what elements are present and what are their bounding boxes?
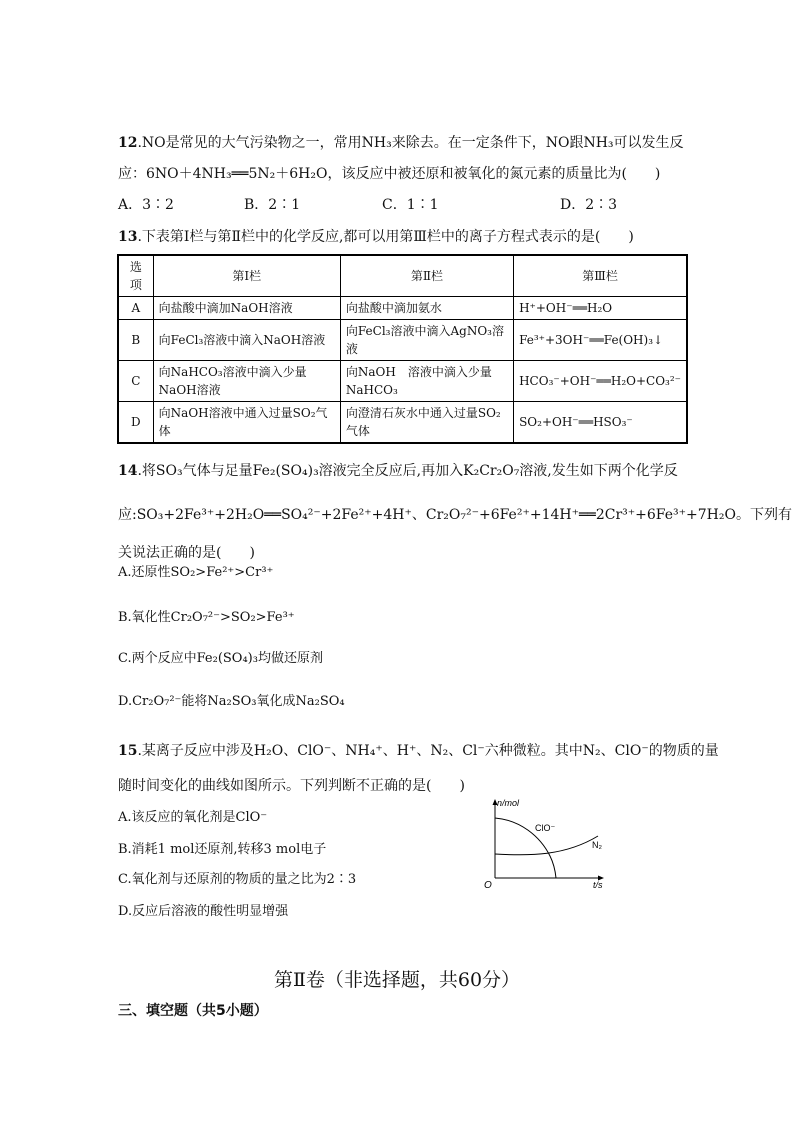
q15-option-c: C.氧化剂与还原剂的物质的量之比为2∶3 [118,872,357,887]
q14-line-1 [118,461,678,481]
q13-number: 13 [118,229,138,245]
table-row [118,402,687,444]
header-option: 选项 [118,255,153,297]
table-header-row [118,255,687,297]
origin-label: O [484,880,492,891]
row-col2: 向NaOH 溶液中滴入少量NaHCO₃ [340,361,513,402]
x-axis-label: t/s [593,880,603,890]
q15-graph [480,796,615,892]
table-row [118,297,687,320]
q12-line-1 [118,133,684,153]
row-option: C [118,361,153,402]
header-col3: 第Ⅲ栏 [514,255,687,297]
q12-stem: .NO是常见的大气污染物之一，常用NH₃来除去。在一定条件下，NO跟NH₃可以发生反 [137,135,684,151]
section-3-title: 三、填空题（共5小题） [118,1003,268,1019]
q12-line-2: 应：6NO＋4NH₃══5N₂＋6H₂O，该反应中被还原和被氧化的氮元素的质量比为( ) [118,166,661,182]
q12-option-d: D．2∶3 [560,197,618,213]
q13-table [117,254,688,444]
q14-option-c: C.两个反应中Fe₂(SO₄)₃均做还原剂 [118,651,323,666]
row-col3: H⁺+OH⁻══H₂O [514,297,687,320]
row-col3: Fe³⁺+3OH⁻══Fe(OH)₃↓ [514,320,687,361]
n2-label: N₂ [592,840,602,850]
row-col3: SO₂+OH⁻══HSO₃⁻ [514,402,687,444]
q14-option-b: B.氧化性Cr₂O₇²⁻>SO₂>Fe³⁺ [118,610,295,625]
q14-stem: .将SO₃气体与足量Fe₂(SO₄)₃溶液完全反应后,再加入K₂Cr₂O₇溶液,发生如下两个化学反 [137,463,678,479]
y-axis-label: n/mol [497,798,520,808]
q13-stem: .下表第Ⅰ栏与第Ⅱ栏中的化学反应,都可以用第Ⅲ栏中的离子方程式表示的是( ) [137,229,634,245]
q15-option-b: B.消耗1 mol还原剂,转移3 mol电子 [118,842,327,857]
q14-number: 14 [118,463,138,479]
table-row [118,320,687,361]
row-option: D [118,402,153,444]
q14-option-a: A.还原性SO₂>Fe²⁺>Cr³⁺ [118,565,274,580]
q14-line-2: 应:SO₃+2Fe³⁺+2H₂O══SO₄²⁻+2Fe²⁺+4H⁺、Cr₂O₇²⁻+6Fe²⁺+14H⁺══2Cr³⁺+6Fe³⁺+7H₂O。下列有 [118,507,792,523]
q15-number: 15 [118,743,138,759]
q15-line-1 [118,741,719,761]
row-col2: 向澄清石灰水中通入过量SO₂气体 [340,402,513,444]
part2-heading: 第Ⅱ卷（非选择题，共60分） [273,969,521,991]
header-col1: 第Ⅰ栏 [153,255,340,297]
table-row [118,361,687,402]
q15-option-a: A.该反应的氧化剂是ClO⁻ [118,810,268,825]
q12-option-c: C．1∶1 [382,197,439,213]
q13-line [118,227,634,247]
row-option: B [118,320,153,361]
q14-option-d: D.Cr₂O₇²⁻能将Na₂SO₃氧化成Na₂SO₄ [118,694,345,709]
q12-option-a: A．3∶2 [118,197,174,213]
row-col1: 向盐酸中滴加NaOH溶液 [153,297,340,320]
q15-option-d: D.反应后溶液的酸性明显增强 [118,904,289,919]
row-col2: 向盐酸中滴加氨水 [340,297,513,320]
header-col2: 第Ⅱ栏 [340,255,513,297]
row-col1: 向NaHCO₃溶液中滴入少量NaOH溶液 [153,361,340,402]
q12-number: 12 [118,135,138,151]
q14-line-3: 关说法正确的是( ) [118,545,255,561]
q12-option-b: B．2∶1 [244,197,301,213]
clo-label: ClO⁻ [535,823,556,833]
row-col3: HCO₃⁻+OH⁻══H₂O+CO₃²⁻ [514,361,687,402]
row-col1: 向NaOH溶液中通入过量SO₂气体 [153,402,340,444]
row-option: A [118,297,153,320]
n2-curve [495,836,598,855]
q15-line-2: 随时间变化的曲线如图所示。下列判断不正确的是( ) [118,778,465,794]
row-col1: 向FeCl₃溶液中滴入NaOH溶液 [153,320,340,361]
row-col2: 向FeCl₃溶液中滴入AgNO₃溶液 [340,320,513,361]
q15-stem: .某离子反应中涉及H₂O、ClO⁻、NH₄⁺、H⁺、N₂、Cl⁻六种微粒。其中N₂、ClO⁻的物质的量 [137,743,719,759]
